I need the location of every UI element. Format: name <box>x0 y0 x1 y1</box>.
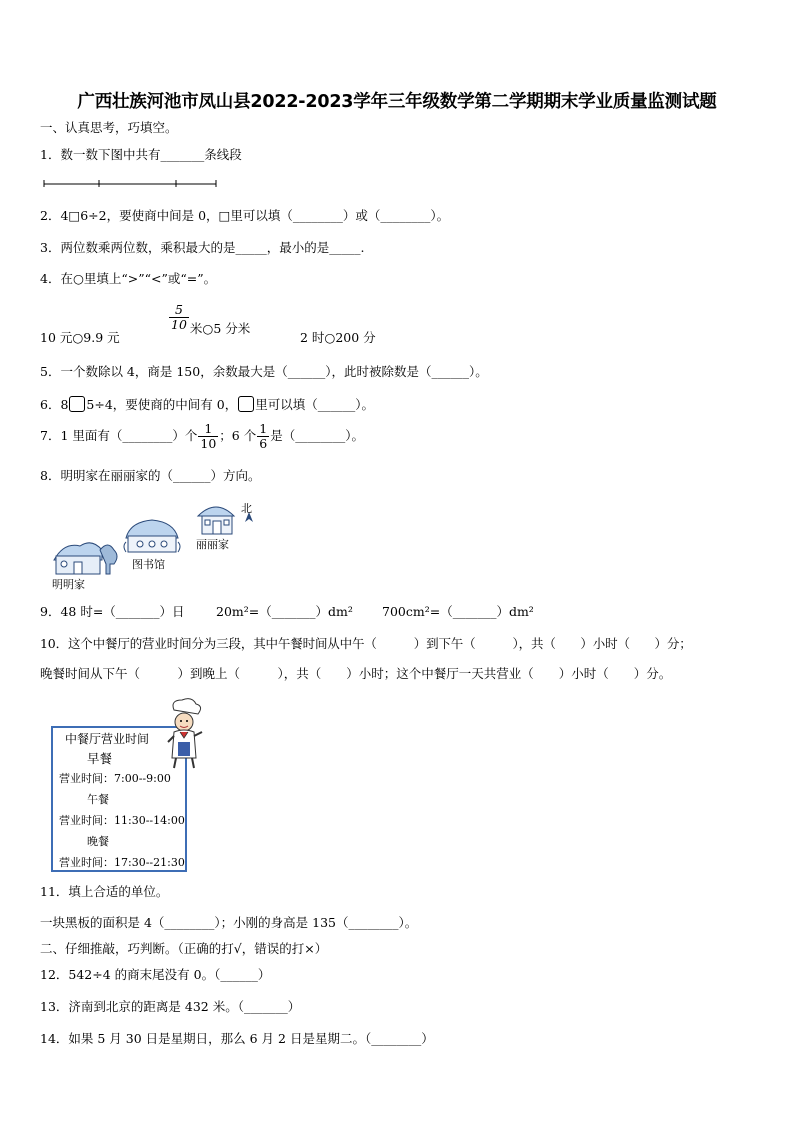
line-segment-figure <box>40 176 220 188</box>
fraction <box>198 422 218 451</box>
q6-post: 里可以填（______）。 <box>255 397 374 412</box>
fraction-denominator: 10 <box>200 436 217 451</box>
fraction <box>257 422 269 451</box>
house-icon-lili <box>198 507 234 534</box>
section-2-heading: 二、仔细推敲，巧判断。（正确的打√，错误的打×） <box>40 941 328 956</box>
question-2: 2．4□6÷2，要使商中间是 0，□里可以填（________）或（________）。 <box>40 208 450 223</box>
mingming-house-label: 明明家 <box>52 578 85 591</box>
breakfast-label: 早餐 <box>87 751 113 766</box>
q4-item-c: 2 时○200 分 <box>300 330 376 345</box>
lunch-label: 午餐 <box>87 793 109 806</box>
hours-card-title: 中餐厅营业时间 <box>65 732 150 746</box>
question-1: 1．数一数下图中共有_______条线段 <box>40 147 242 162</box>
question-12: 12．542÷4 的商末尾没有 0。（______） <box>40 967 271 982</box>
chef-icon <box>162 698 206 772</box>
question-5: 5．一个数除以 4，商是 150，余数最大是（______），此时被除数是（______）。 <box>40 364 488 379</box>
dinner-label: 晚餐 <box>87 835 109 848</box>
question-9c: 700cm²=（_______）dm² <box>382 604 534 619</box>
fraction-numerator: 5 <box>169 303 189 318</box>
fraction-numerator: 1 <box>198 422 218 437</box>
q6-mid: 5÷4，要使商的中间有 0， <box>86 397 238 412</box>
question-14: 14．如果 5 月 30 日是星期日，那么 6 月 2 日是星期二。（________） <box>40 1031 434 1046</box>
q4-item-b <box>168 302 251 336</box>
question-11-sub: 一块黑板的面积是 4（________）；小刚的身高是 135（________）。 <box>40 915 418 930</box>
fraction-denominator: 10 <box>171 317 187 332</box>
page-title: 广西壮族河池市凤山县2022-2023学年三年级数学第二学期期末学业质量监测试题 <box>77 92 717 112</box>
blank-box <box>69 396 85 412</box>
question-3: 3．两位数乘两位数，乘积最大的是_____，最小的是_____. <box>40 240 365 255</box>
fraction <box>169 303 189 332</box>
question-11: 11．填上合适的单位。 <box>40 884 169 899</box>
building-icon-library <box>124 520 180 552</box>
north-label: 北 <box>241 502 252 515</box>
dinner-hours: 营业时间：17:30--21:30 <box>59 856 185 869</box>
q4-item-b-rest: 米○5 分米 <box>189 321 251 336</box>
q7-pre: 7．1 里面有（________）个 <box>40 428 198 443</box>
section-1-heading: 一、认真思考，巧填空。 <box>40 120 178 135</box>
house-icon-mingming <box>54 543 117 574</box>
blank-box <box>238 396 254 412</box>
question-10-line-2: 晚餐时间从下午（ ）到晚上（ ），共（ ）小时；这个中餐厅一天共营业（ ）小时（ ）分。 <box>40 666 672 681</box>
question-13: 13．济南到北京的距离是 432 米。（_______） <box>40 999 301 1014</box>
q6-pre: 6．8 <box>40 397 69 412</box>
question-4: 4．在○里填上“>”“<”或“=”。 <box>40 271 217 286</box>
library-label: 图书馆 <box>132 558 165 571</box>
question-6 <box>40 396 374 413</box>
lili-house-label: 丽丽家 <box>196 538 229 551</box>
fraction-denominator: 6 <box>259 436 268 451</box>
q7-mid: ；6 个 <box>219 428 257 443</box>
question-9a: 9．48 时=（_______）日 <box>40 604 185 619</box>
q4-item-a: 10 元○9.9 元 <box>40 330 120 345</box>
question-9b: 20m²=（_______）dm² <box>216 604 353 619</box>
question-10-line-1: 10．这个中餐厅的营业时间分为三段，其中午餐时间从中午（ ）到下午（ ），共（ ）小时（ ）分； <box>40 636 692 651</box>
fraction-numerator: 1 <box>259 421 268 436</box>
breakfast-hours: 营业时间：7:00--9:00 <box>59 772 171 785</box>
question-7 <box>40 422 364 451</box>
lunch-hours: 营业时间：11:30--14:00 <box>59 814 185 827</box>
q7-post: 是（________）。 <box>270 428 364 443</box>
question-8: 8．明明家在丽丽家的（______）方向。 <box>40 468 261 483</box>
